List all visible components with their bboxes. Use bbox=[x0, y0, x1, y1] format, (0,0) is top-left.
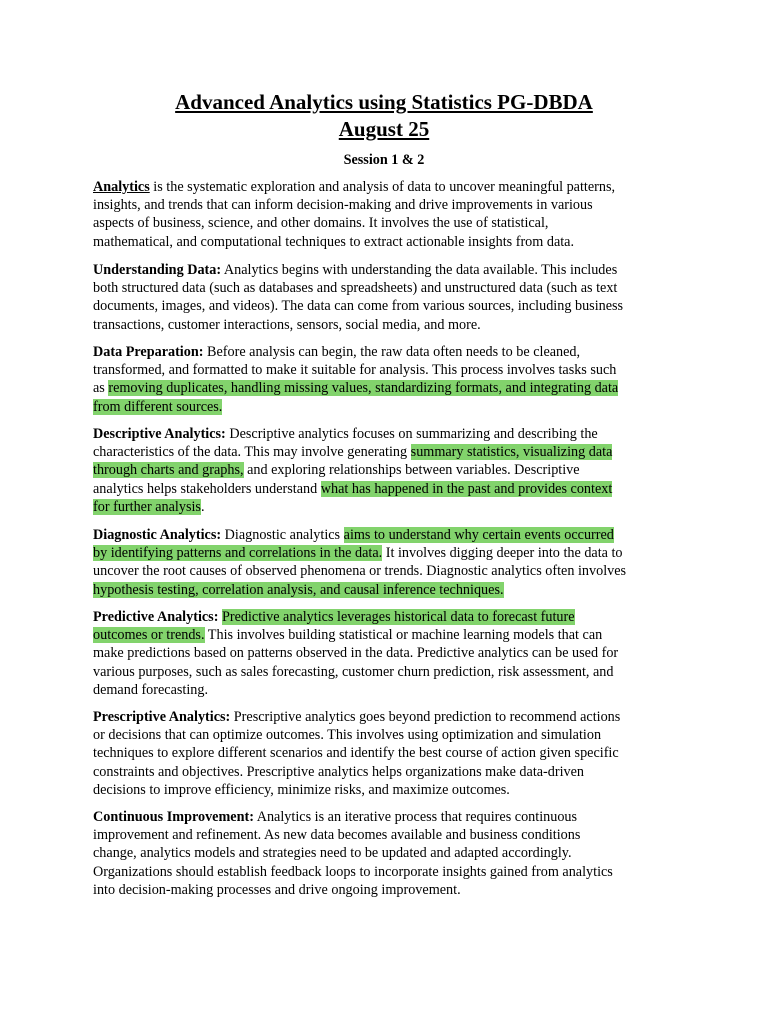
text-line: insights, and trends that can inform decision-making and drive improvements in various bbox=[93, 197, 593, 214]
text-fragment: analytics helps stakeholders understand bbox=[93, 480, 321, 497]
text-line: techniques to explore different scenarios and identify the best course of action given specific bbox=[93, 745, 619, 762]
text-line: improvement and refinement. As new data becomes available and business conditions bbox=[93, 827, 581, 844]
paragraph-descriptive-analytics bbox=[93, 425, 683, 516]
term-understanding-data: Understanding Data: bbox=[93, 262, 222, 278]
highlighted-text: from different sources. bbox=[93, 398, 223, 415]
text-line: into decision-making processes and drive ongoing improvement. bbox=[93, 881, 461, 898]
text-fragment: as bbox=[93, 380, 109, 397]
text-line: decisions to improve efficiency, minimize risks, and maximize outcomes. bbox=[93, 781, 510, 798]
highlighted-text: for further analysis bbox=[93, 498, 201, 515]
paragraph-data-preparation bbox=[93, 343, 683, 416]
highlighted-text: outcomes or trends. bbox=[93, 627, 205, 644]
text-line: Organizations should establish feedback loops to incorporate insights gained from analytics bbox=[93, 863, 613, 880]
session-heading: Session 1 & 2 bbox=[343, 152, 425, 168]
text-line: transactions, customer interactions, sensors, social media, and more. bbox=[93, 316, 481, 333]
text-line: Prescriptive analytics goes beyond prediction to recommend actions bbox=[230, 709, 621, 725]
text-line: various purposes, such as sales forecasting, customer churn prediction, risk assessment, and bbox=[93, 663, 614, 680]
highlighted-text: by identifying patterns and correlations in the data. bbox=[93, 545, 383, 562]
text-line: uncover the root causes of observed phenomena or trends. Diagnostic analytics often involves bbox=[93, 563, 627, 580]
text-fragment: Diagnostic analytics bbox=[221, 527, 344, 543]
highlighted-text: what has happened in the past and provides context bbox=[320, 480, 613, 497]
paragraph-diagnostic-analytics bbox=[93, 526, 683, 599]
text-line: aspects of business, science, and other domains. It involves the use of statistical, bbox=[93, 215, 549, 232]
text-line: or decisions that can optimize outcomes. This involves using optimization and simulation bbox=[93, 727, 602, 744]
text-line: transformed, and formatted to make it suitable for analysis. This process involves tasks such bbox=[93, 362, 617, 379]
term-analytics: Analytics bbox=[93, 179, 150, 195]
term-descriptive-analytics: Descriptive Analytics: bbox=[93, 426, 226, 442]
highlighted-text: Predictive analytics leverages historical data to forecast future bbox=[221, 609, 575, 625]
paragraph-analytics bbox=[93, 178, 683, 251]
text-line: is the systematic exploration and analysis of data to uncover meaningful patterns, bbox=[149, 179, 616, 195]
term-prescriptive-analytics: Prescriptive Analytics: bbox=[93, 709, 231, 725]
text-fragment: This involves building statistical or machine learning models that can bbox=[204, 627, 603, 644]
document-title: Advanced Analytics using Statistics PG-DBDA bbox=[175, 90, 593, 114]
text-fragment: and exploring relationships between variables. Descriptive bbox=[243, 462, 580, 479]
document-subtitle: August 25 bbox=[338, 117, 430, 141]
text-line: change, analytics models and strategies need to be updated and adapted accordingly. bbox=[93, 845, 572, 862]
paragraph-predictive-analytics bbox=[93, 608, 683, 699]
paragraph-continuous-improvement bbox=[93, 808, 683, 899]
highlighted-text: removing duplicates, handling missing values, standardizing formats, and integrating data bbox=[108, 380, 619, 397]
highlighted-text: through charts and graphs, bbox=[93, 462, 244, 479]
text-line: Analytics is an iterative process that requires continuous bbox=[253, 809, 578, 825]
term-continuous-improvement: Continuous Improvement: bbox=[93, 809, 254, 825]
text-line: demand forecasting. bbox=[93, 681, 209, 698]
text-fragment: . bbox=[200, 498, 205, 515]
highlighted-text: hypothesis testing, correlation analysis, and causal inference techniques. bbox=[93, 581, 504, 598]
text-line: Analytics begins with understanding the data available. This includes bbox=[221, 262, 618, 278]
term-data-preparation: Data Preparation: bbox=[93, 344, 204, 360]
paragraph-understanding-data bbox=[93, 261, 683, 334]
text-fragment: It involves digging deeper into the data to bbox=[382, 545, 623, 562]
text-line: documents, images, and videos). The data can come from various sources, including business bbox=[93, 298, 624, 315]
text-fragment: characteristics of the data. This may involve generating bbox=[93, 444, 411, 461]
text-line: make predictions based on patterns observed in the data. Predictive analytics can be used for bbox=[93, 645, 619, 662]
highlighted-text: aims to understand why certain events occurred bbox=[343, 527, 614, 543]
term-diagnostic-analytics: Diagnostic Analytics: bbox=[93, 527, 222, 543]
text-line: Descriptive analytics focuses on summarizing and describing the bbox=[225, 426, 598, 442]
term-predictive-analytics: Predictive Analytics: bbox=[93, 609, 219, 625]
paragraph-prescriptive-analytics bbox=[93, 708, 683, 799]
text-line: constraints and objectives. Prescriptive analytics helps organizations make data-driven bbox=[93, 763, 585, 780]
text-line: Before analysis can begin, the raw data often needs to be cleaned, bbox=[203, 344, 581, 360]
text-line: both structured data (such as databases and spreadsheets) and unstructured data (such as text bbox=[93, 280, 618, 297]
text-line: mathematical, and computational techniques to extract actionable insights from data. bbox=[93, 233, 575, 250]
highlighted-text: summary statistics, visualizing data bbox=[410, 444, 613, 461]
